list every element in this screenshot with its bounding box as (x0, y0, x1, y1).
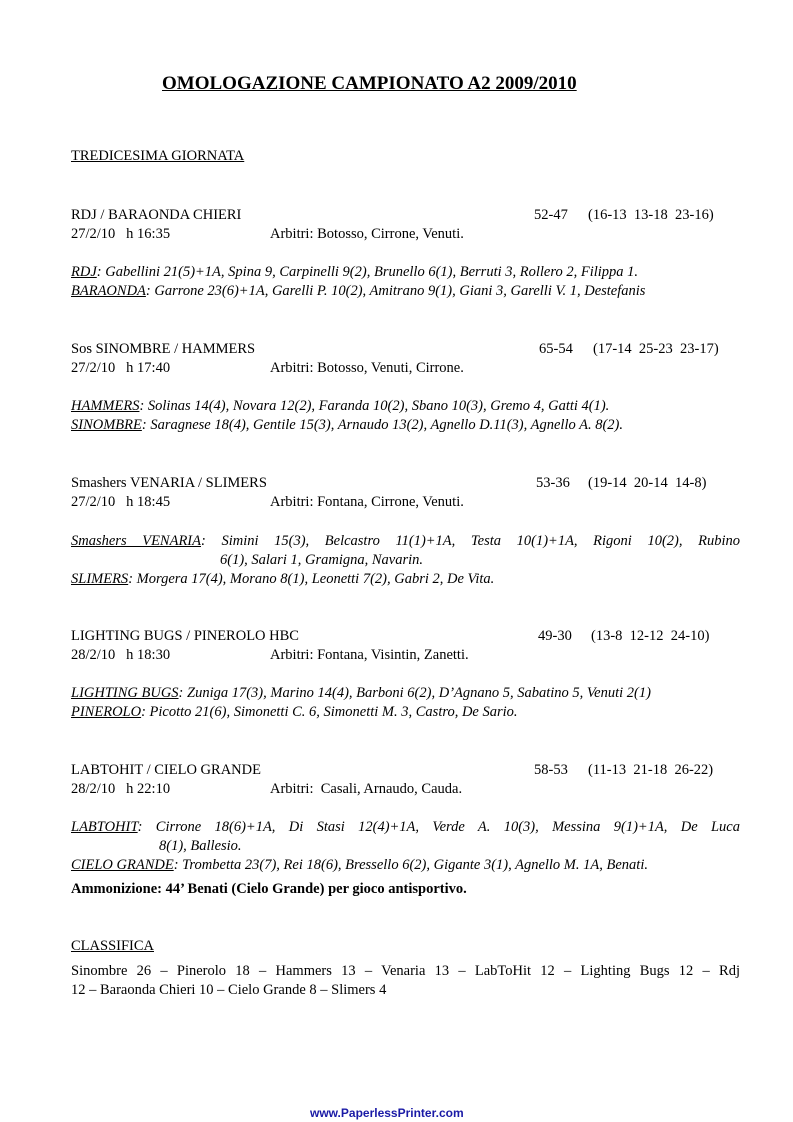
standings-heading: CLASSIFICA (71, 938, 154, 954)
team-name: Smashers VENARIA (71, 533, 201, 549)
scorers-line (71, 703, 518, 722)
scorers: : Picotto 21(6), Simonetti C. 6, Simonetti M. 3, Castro, De Sario. (141, 704, 518, 720)
match-score: 58-53 (534, 762, 568, 778)
scorers: : Saragnese 18(4), Gentile 15(3), Arnaudo 13(2), Agnello D.11(3), Agnello A. 8(2). (141, 417, 623, 433)
round-heading: TREDICESIMA GIORNATA (71, 148, 245, 164)
match-score: 52-47 (534, 207, 568, 223)
match-partials: (11-13 21-18 26-22) (588, 762, 714, 778)
team-name: LIGHTING BUGS (71, 685, 179, 701)
scorers-line (71, 856, 648, 875)
match-datetime: 28/2/10 h 22:10 (71, 781, 171, 797)
scorers-line (71, 570, 494, 589)
scorers-line (71, 397, 609, 416)
team-name: HAMMERS (71, 398, 140, 414)
match-datetime: 28/2/10 h 18:30 (71, 647, 171, 663)
match-referees: Arbitri: Casali, Arnaudo, Cauda. (270, 781, 463, 797)
team-name: SINOMBRE (71, 417, 142, 433)
match-teams: LABTOHIT / CIELO GRANDE (71, 762, 261, 778)
team-name: PINEROLO (71, 704, 142, 720)
team-name: SLIMERS (71, 571, 129, 587)
scorers-line (71, 684, 651, 703)
match-teams: Smashers VENARIA / SLIMERS (71, 475, 267, 491)
match-partials: (17-14 25-23 23-17) (593, 341, 719, 357)
scorers-line (71, 416, 623, 435)
match-teams: LIGHTING BUGS / PINEROLO HBC (71, 628, 299, 644)
scorers-line (71, 282, 645, 301)
scorers-line (71, 263, 638, 282)
match-referees: Arbitri: Botosso, Venuti, Cirrone. (270, 360, 464, 376)
scorers-continuation: 8(1), Ballesio. (159, 838, 242, 854)
scorers-continuation: 6(1), Salari 1, Gramigna, Navarin. (220, 552, 423, 568)
match-teams: Sos SINOMBRE / HAMMERS (71, 341, 256, 357)
scorers-line (71, 818, 740, 837)
match-partials: (13-8 12-12 24-10) (591, 628, 710, 644)
team-name: CIELO GRANDE (71, 857, 174, 873)
team-name: LABTOHIT (71, 819, 138, 835)
scorers: : Gabellini 21(5)+1A, Spina 9, Carpinelli 9(2), Brunello 6(1), Berruti 3, Rollero 2, Filippa 1. (96, 264, 639, 280)
footer-link[interactable]: www.PaperlessPrinter.com (310, 1106, 464, 1120)
scorers: : Morgera 17(4), Morano 8(1), Leonetti 7(2), Gabri 2, De Vita. (128, 571, 495, 587)
match-referees: Arbitri: Fontana, Cirrone, Venuti. (270, 494, 464, 510)
scorers-line (71, 532, 740, 551)
scorers: : Solinas 14(4), Novara 12(2), Faranda 10(2), Sbano 10(3), Gremo 4, Gatti 4(1). (139, 398, 610, 414)
scorers: : Cirrone 18(6)+1A, Di Stasi 12(4)+1A, Verde A. 10(3), Messina 9(1)+1A, De Luca (137, 819, 740, 835)
standings-line: 12 – Baraonda Chieri 10 – Cielo Grande 8 – Slimers 4 (71, 982, 387, 998)
match-score: 53-36 (536, 475, 570, 491)
match-note: Ammonizione: 44’ Benati (Cielo Grande) per gioco antisportivo. (71, 881, 467, 897)
match-datetime: 27/2/10 h 17:40 (71, 360, 171, 376)
match-teams: RDJ / BARAONDA CHIERI (71, 207, 242, 223)
team-name: BARAONDA (71, 283, 146, 299)
scorers: : Zuniga 17(3), Marino 14(4), Barboni 6(2), D’Agnano 5, Sabatino 5, Venuti 2(1) (178, 685, 651, 701)
standings-line: Sinombre 26 – Pinerolo 18 – Hammers 13 – Venaria 13 – LabToHit 12 – Lighting Bugs 12 – Rdj (71, 963, 740, 979)
scorers: : Garrone 23(6)+1A, Garelli P. 10(2), Amitrano 9(1), Giani 3, Garelli V. 1, Destefanis (145, 283, 646, 299)
team-name: RDJ (71, 264, 97, 280)
match-referees: Arbitri: Fontana, Visintin, Zanetti. (270, 647, 469, 663)
page-title: OMOLOGAZIONE CAMPIONATO A2 2009/2010 (162, 73, 577, 94)
scorers: : Simini 15(3), Belcastro 11(1)+1A, Testa 10(1)+1A, Rigoni 10(2), Rubino (201, 533, 740, 549)
match-referees: Arbitri: Botosso, Cirrone, Venuti. (270, 226, 464, 242)
match-score: 65-54 (539, 341, 573, 357)
match-partials: (19-14 20-14 14-8) (588, 475, 707, 491)
match-partials: (16-13 13-18 23-16) (588, 207, 714, 223)
match-datetime: 27/2/10 h 18:45 (71, 494, 171, 510)
match-datetime: 27/2/10 h 16:35 (71, 226, 171, 242)
match-score: 49-30 (538, 628, 572, 644)
scorers: : Trombetta 23(7), Rei 18(6), Bressello 6(2), Gigante 3(1), Agnello M. 1A, Benati. (173, 857, 648, 873)
